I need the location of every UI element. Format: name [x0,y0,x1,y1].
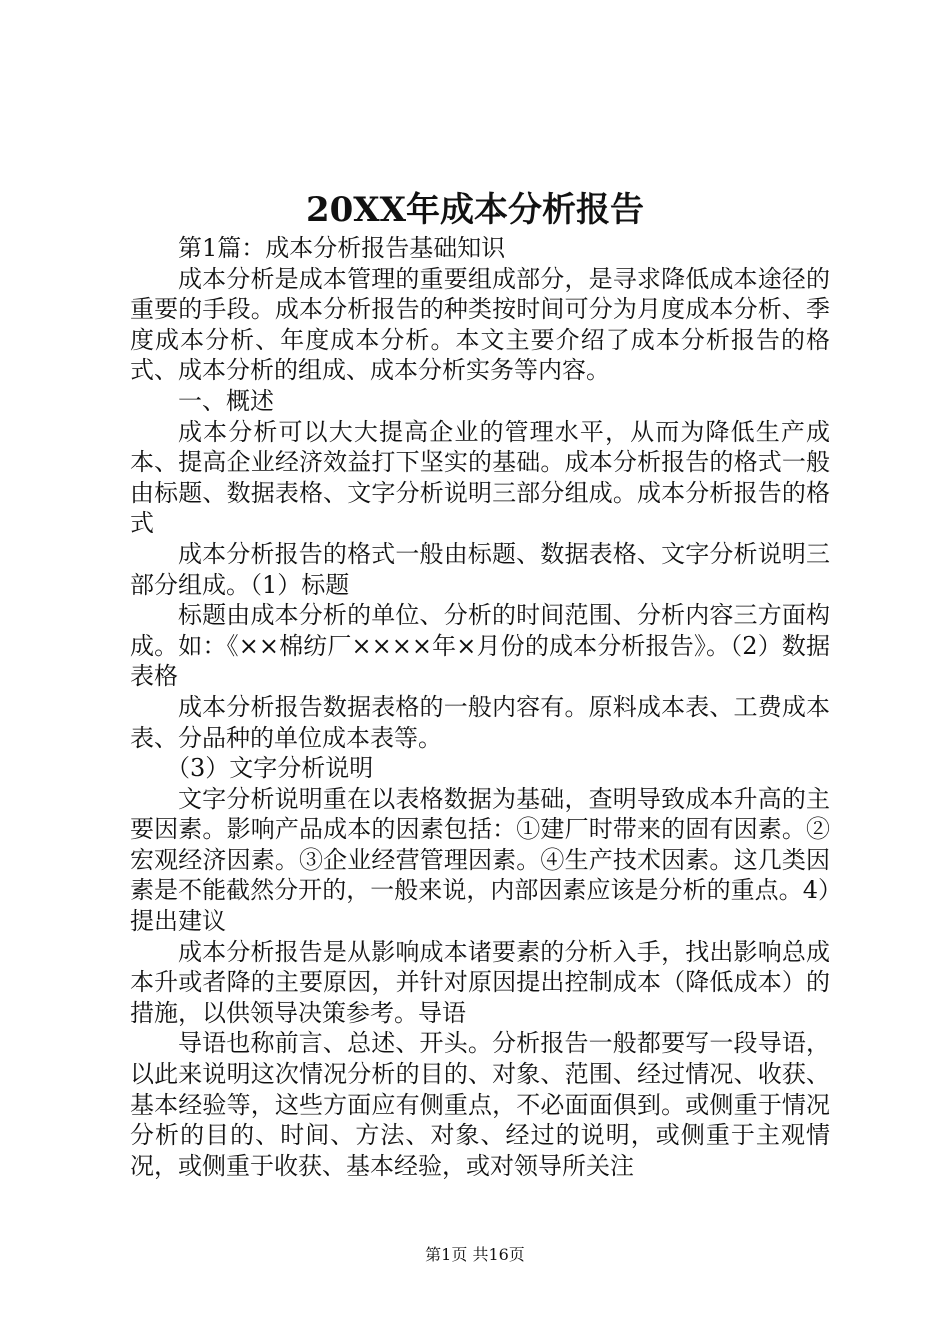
paragraph-intro: 成本分析是成本管理的重要组成部分，是寻求降低成本途径的重要的手段。成本分析报告的种类按时间可分为月度成本分析、季度成本分析、年度成本分析。本文主要介绍了成本分析报告的格式、成本分析的组成、成本分析实务等内容。 [130,264,830,385]
document-body [130,233,830,1181]
paragraph-data-table: 成本分析报告数据表格的一般内容有。原料成本表、工费成本表、分品种的单位成本表等。 [130,692,830,752]
paragraph-title-section: 标题由成本分析的单位、分析的时间范围、分析内容三方面构成。如：《××棉纺厂××××年×月份的成本分析报告》。（2）数据表格 [130,601,830,691]
document-title: 20XX年成本分析报告 [305,190,645,230]
section-heading-text-analysis: （3）文字分析说明 [166,754,374,783]
paragraph-text-analysis: 文字分析说明重在以表格数据为基础，查明导致成本升高的主要因素。影响产品成本的因素包括：①建厂时带来的固有因素。②宏观经济因素。③企业经营管理因素。④生产技术因素。这几类因素是不能截然分开的，一般来说，内部因素应该是分析的重点。4）提出建议 [130,784,830,936]
section-heading-overview: 一、概述 [178,386,274,415]
paragraph-lead: 导语也称前言、总述、开头。分析报告一般都要写一段导语，以此来说明这次情况分析的目的、对象、范围、经过情况、收获、基本经验等，这些方面应有侧重点，不必面面俱到。或侧重于情况分析的目的、时间、方法、对象、经过的说明，或侧重于主观情况，或侧重于收获、基本经验，或对领导所关注 [130,1029,830,1180]
paragraph-suggestions: 成本分析报告是从影响成本诸要素的分析入手，找出影响总成本升或者降的主要原因，并针对原因提出控制成本（降低成本）的措施，以供领导决策参考。导语 [130,937,830,1027]
page-number-footer: 第1页 共16页 [425,1245,525,1264]
paragraph-format: 成本分析报告的格式一般由标题、数据表格、文字分析说明三部分组成。（1）标题 [130,539,830,599]
paragraph-overview: 成本分析可以大大提高企业的管理水平，从而为降低生产成本、提高企业经济效益打下坚实的基础。成本分析报告的格式一般由标题、数据表格、文字分析说明三部分组成。成本分析报告的格式 [130,417,830,538]
section-heading-part-1: 第1篇：成本分析报告基础知识 [178,234,506,262]
